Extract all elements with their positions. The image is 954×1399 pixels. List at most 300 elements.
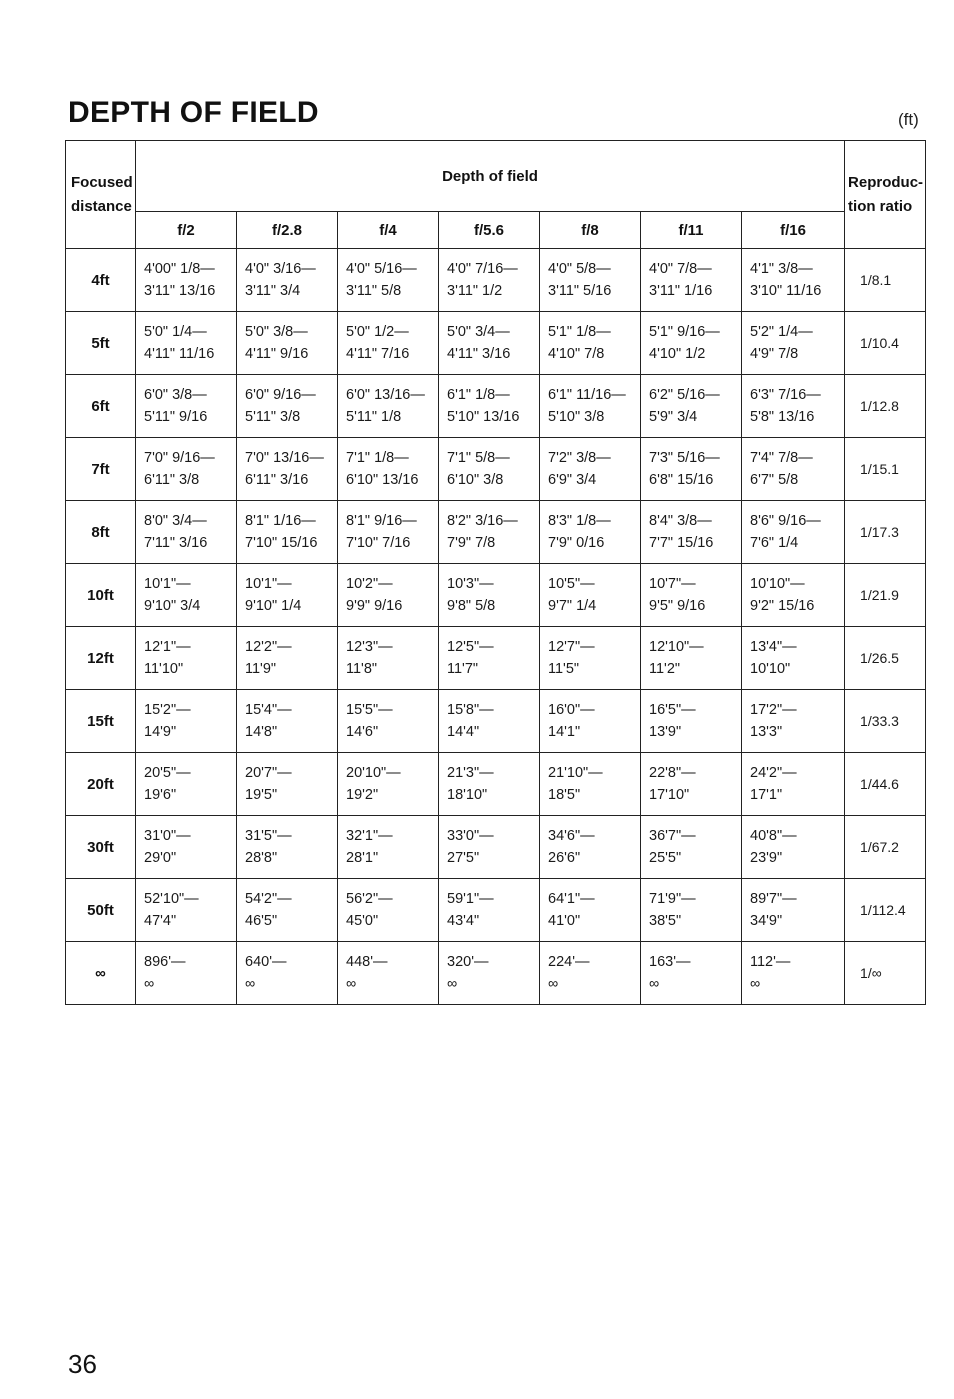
far-limit: 10'1"— (144, 576, 191, 592)
table-row (66, 249, 926, 312)
far-limit: 10'10"— (750, 576, 805, 592)
far-limit: 6'3" 7/16— (750, 387, 821, 403)
far-limit: 224'— (548, 954, 590, 970)
far-limit: 32'1"— (346, 828, 393, 844)
aperture-header-row (66, 212, 926, 249)
depth-of-field-header: Depth of field (136, 141, 845, 212)
far-limit: 10'1"— (245, 576, 292, 592)
repro-header-line1: Reproduc- (848, 173, 924, 191)
dof-range-cell (742, 942, 845, 1005)
dof-range-cell (136, 942, 237, 1005)
dof-range-cell (641, 753, 742, 816)
table-row (66, 501, 926, 564)
far-limit: 31'5"— (245, 828, 292, 844)
far-limit: 16'0"— (548, 702, 595, 718)
focused-header-line2: distance (71, 197, 132, 215)
dof-range-cell (136, 375, 237, 438)
far-limit: 8'2" 3/16— (447, 513, 518, 529)
dof-range-cell (540, 942, 641, 1005)
focused-distance-cell: 12ft (66, 627, 136, 690)
far-limit: 21'3"— (447, 765, 494, 781)
dof-range-cell (439, 690, 540, 753)
far-limit: 20'10"— (346, 765, 401, 781)
dof-range-cell (439, 753, 540, 816)
aperture-header: f/8 (540, 212, 641, 249)
near-limit: 19'6" (144, 787, 177, 803)
dof-range-cell (641, 690, 742, 753)
far-limit: 20'5"— (144, 765, 191, 781)
near-limit: 14'6" (346, 724, 379, 740)
depth-of-field-table (65, 140, 926, 1005)
dof-range-cell (136, 879, 237, 942)
dof-range-cell (338, 753, 439, 816)
near-limit: 6'7" 5/8 (750, 472, 799, 488)
reproduction-ratio-cell: 1/10.4 (845, 312, 926, 375)
near-limit: 4'9" 7/8 (750, 346, 799, 362)
near-limit: 9'8" 5/8 (447, 598, 496, 614)
near-limit: 3'11" 1/2 (447, 283, 503, 299)
focused-distance-header (66, 141, 136, 249)
far-limit: 13'4"— (750, 639, 797, 655)
near-limit: 14'1" (548, 724, 581, 740)
dof-range-cell (237, 942, 338, 1005)
near-limit: 5'9" 3/4 (649, 409, 698, 425)
dof-range-cell (237, 249, 338, 312)
far-limit: 5'1" 9/16— (649, 324, 720, 340)
near-limit: 17'1" (750, 787, 783, 803)
dof-range-cell (237, 564, 338, 627)
dof-range-cell (641, 438, 742, 501)
dof-range-cell (338, 879, 439, 942)
far-limit: 71'9"— (649, 891, 696, 907)
far-limit: 7'1" 1/8— (346, 450, 409, 466)
far-limit: 5'0" 3/8— (245, 324, 308, 340)
reproduction-ratio-cell: 1/∞ (845, 942, 926, 1005)
near-limit: 18'10" (447, 787, 488, 803)
near-limit: 38'5" (649, 913, 682, 929)
focused-distance-cell: 5ft (66, 312, 136, 375)
far-limit: 8'0" 3/4— (144, 513, 207, 529)
dof-range-cell (742, 501, 845, 564)
dof-range-cell (540, 249, 641, 312)
near-limit: 47'4" (144, 913, 177, 929)
reproduction-ratio-cell: 1/67.2 (845, 816, 926, 879)
dof-range-cell (641, 627, 742, 690)
far-limit: 4'0" 7/16— (447, 261, 518, 277)
dof-range-cell (641, 249, 742, 312)
near-limit: 23'9" (750, 850, 783, 866)
dof-range-cell (338, 438, 439, 501)
aperture-header: f/2 (136, 212, 237, 249)
far-limit: 7'1" 5/8— (447, 450, 510, 466)
far-limit: 15'4"— (245, 702, 292, 718)
far-limit: 16'5"— (649, 702, 696, 718)
dof-range-cell (742, 312, 845, 375)
dof-range-cell (742, 816, 845, 879)
dof-range-cell (136, 627, 237, 690)
repro-header-line2: tion ratio (848, 197, 913, 215)
dof-range-cell (439, 312, 540, 375)
far-limit: 6'0" 9/16— (245, 387, 316, 403)
aperture-header: f/5.6 (439, 212, 540, 249)
near-limit: 9'9" 9/16 (346, 598, 403, 614)
far-limit: 896'— (144, 954, 186, 970)
near-limit: 46'5" (245, 913, 278, 929)
near-limit: ∞ (447, 976, 458, 992)
near-limit: 11'5" (548, 661, 580, 677)
near-limit: 34'9" (750, 913, 783, 929)
aperture-header: f/16 (742, 212, 845, 249)
reproduction-ratio-header (845, 141, 926, 249)
near-limit: 3'11" 5/16 (548, 283, 612, 299)
dof-range-cell (742, 438, 845, 501)
dof-range-cell (641, 312, 742, 375)
far-limit: 56'2"— (346, 891, 393, 907)
reproduction-ratio-cell: 1/33.3 (845, 690, 926, 753)
far-limit: 8'3" 1/8— (548, 513, 611, 529)
far-limit: 6'1" 1/8— (447, 387, 510, 403)
near-limit: 14'9" (144, 724, 177, 740)
dof-range-cell (641, 942, 742, 1005)
near-limit: 6'10" 13/16 (346, 472, 419, 488)
focused-header-line1: Focused (71, 173, 133, 191)
near-limit: 5'11" 1/8 (346, 409, 402, 425)
far-limit: 4'0" 5/8— (548, 261, 611, 277)
table-row (66, 438, 926, 501)
near-limit: 5'10" 3/8 (548, 409, 605, 425)
far-limit: 33'0"— (447, 828, 494, 844)
near-limit: 7'9" 7/8 (447, 535, 496, 551)
far-limit: 8'1" 1/16— (245, 513, 316, 529)
near-limit: ∞ (245, 976, 256, 992)
far-limit: 7'4" 7/8— (750, 450, 813, 466)
near-limit: ∞ (346, 976, 357, 992)
far-limit: 7'2" 3/8— (548, 450, 611, 466)
table-row (66, 627, 926, 690)
table-row (66, 753, 926, 816)
table-row (66, 816, 926, 879)
dof-range-cell (237, 816, 338, 879)
near-limit: 6'8" 15/16 (649, 472, 714, 488)
near-limit: 11'10" (144, 661, 184, 677)
near-limit: 11'2" (649, 661, 681, 677)
far-limit: 64'1"— (548, 891, 595, 907)
unit-label: (ft) (898, 110, 919, 129)
far-limit: 20'7"— (245, 765, 292, 781)
far-limit: 22'8"— (649, 765, 696, 781)
dof-range-cell (338, 501, 439, 564)
dof-range-cell (540, 564, 641, 627)
far-limit: 7'0" 13/16— (245, 450, 324, 466)
dof-range-cell (237, 627, 338, 690)
near-limit: 9'7" 1/4 (548, 598, 597, 614)
far-limit: 112'— (750, 954, 791, 970)
near-limit: 43'4" (447, 913, 480, 929)
focused-distance-cell: 6ft (66, 375, 136, 438)
dof-range-cell (540, 753, 641, 816)
dof-range-cell (540, 627, 641, 690)
focused-distance-cell: ∞ (66, 942, 136, 1005)
near-limit: 4'11" 7/16 (346, 346, 410, 362)
dof-range-cell (338, 690, 439, 753)
far-limit: 15'5"— (346, 702, 393, 718)
far-limit: 5'2" 1/4— (750, 324, 813, 340)
dof-range-cell (439, 249, 540, 312)
far-limit: 40'8"— (750, 828, 797, 844)
far-limit: 52'10"— (144, 891, 199, 907)
far-limit: 10'7"— (649, 576, 696, 592)
page-number: 36 (68, 1349, 97, 1379)
near-limit: 4'11" 11/16 (144, 346, 215, 362)
dof-range-cell (439, 564, 540, 627)
aperture-header: f/2.8 (237, 212, 338, 249)
near-limit: ∞ (548, 976, 559, 992)
far-limit: 10'5"— (548, 576, 595, 592)
near-limit: 14'4" (447, 724, 480, 740)
dof-range-cell (338, 249, 439, 312)
far-limit: 24'2"— (750, 765, 797, 781)
near-limit: 11'8" (346, 661, 378, 677)
reproduction-ratio-cell: 1/112.4 (845, 879, 926, 942)
dof-range-cell (338, 627, 439, 690)
far-limit: 54'2"— (245, 891, 292, 907)
near-limit: 7'10" 7/16 (346, 535, 411, 551)
dof-range-cell (641, 501, 742, 564)
far-limit: 8'6" 9/16— (750, 513, 821, 529)
near-limit: 3'11" 5/8 (346, 283, 402, 299)
dof-range-cell (742, 879, 845, 942)
focused-distance-cell: 50ft (66, 879, 136, 942)
dof-range-cell (136, 753, 237, 816)
dof-range-cell (742, 627, 845, 690)
far-limit: 10'3"— (447, 576, 494, 592)
near-limit: 27'5" (447, 850, 480, 866)
far-limit: 5'1" 1/8— (548, 324, 611, 340)
far-limit: 5'0" 1/2— (346, 324, 409, 340)
near-limit: 18'5" (548, 787, 581, 803)
near-limit: 26'6" (548, 850, 581, 866)
dof-range-cell (742, 249, 845, 312)
near-limit: 19'5" (245, 787, 278, 803)
dof-range-cell (136, 438, 237, 501)
far-limit: 163'— (649, 954, 691, 970)
reproduction-ratio-cell: 1/12.8 (845, 375, 926, 438)
near-limit: 4'11" 3/16 (447, 346, 511, 362)
dof-range-cell (439, 942, 540, 1005)
near-limit: ∞ (144, 976, 155, 992)
far-limit: 6'0" 3/8— (144, 387, 207, 403)
dof-range-cell (439, 438, 540, 501)
far-limit: 640'— (245, 954, 287, 970)
near-limit: 6'9" 3/4 (548, 472, 597, 488)
dof-range-cell (439, 375, 540, 438)
dof-range-cell (439, 501, 540, 564)
near-limit: 3'11" 3/4 (245, 283, 301, 299)
table-row (66, 564, 926, 627)
dof-range-cell (237, 375, 338, 438)
far-limit: 4'0" 7/8— (649, 261, 712, 277)
near-limit: ∞ (750, 976, 761, 992)
dof-range-cell (136, 501, 237, 564)
dof-range-cell (439, 816, 540, 879)
dof-range-cell (439, 627, 540, 690)
focused-distance-cell: 7ft (66, 438, 136, 501)
dof-range-cell (742, 375, 845, 438)
far-limit: 12'1"— (144, 639, 191, 655)
far-limit: 6'2" 5/16— (649, 387, 720, 403)
far-limit: 8'1" 9/16— (346, 513, 417, 529)
far-limit: 6'0" 13/16— (346, 387, 425, 403)
dof-range-cell (742, 753, 845, 816)
near-limit: 6'11" 3/16 (245, 472, 309, 488)
header-row-top (66, 141, 926, 212)
reproduction-ratio-cell: 1/26.5 (845, 627, 926, 690)
far-limit: 34'6"— (548, 828, 595, 844)
near-limit: 28'8" (245, 850, 278, 866)
focused-distance-cell: 30ft (66, 816, 136, 879)
near-limit: 17'10" (649, 787, 690, 803)
reproduction-ratio-cell: 1/21.9 (845, 564, 926, 627)
near-limit: 3'11" 13/16 (144, 283, 216, 299)
aperture-header: f/11 (641, 212, 742, 249)
dof-range-cell (136, 690, 237, 753)
far-limit: 7'3" 5/16— (649, 450, 720, 466)
dof-range-cell (136, 249, 237, 312)
focused-distance-cell: 4ft (66, 249, 136, 312)
near-limit: 7'10" 15/16 (245, 535, 318, 551)
near-limit: 5'10" 13/16 (447, 409, 520, 425)
near-limit: 28'1" (346, 850, 379, 866)
far-limit: 15'8"— (447, 702, 494, 718)
dof-range-cell (237, 753, 338, 816)
near-limit: 5'11" 3/8 (245, 409, 301, 425)
far-limit: 89'7"— (750, 891, 797, 907)
far-limit: 7'0" 9/16— (144, 450, 215, 466)
near-limit: 7'11" 3/16 (144, 535, 208, 551)
dof-range-cell (641, 564, 742, 627)
far-limit: 59'1"— (447, 891, 494, 907)
far-limit: 12'3"— (346, 639, 393, 655)
near-limit: 9'2" 15/16 (750, 598, 815, 614)
far-limit: 12'7"— (548, 639, 595, 655)
near-limit: ∞ (649, 976, 660, 992)
near-limit: 7'7" 15/16 (649, 535, 714, 551)
dof-range-cell (641, 375, 742, 438)
dof-range-cell (338, 564, 439, 627)
near-limit: 41'0" (548, 913, 581, 929)
dof-range-cell (641, 879, 742, 942)
near-limit: 13'9" (649, 724, 682, 740)
dof-range-cell (540, 312, 641, 375)
far-limit: 12'5"— (447, 639, 494, 655)
reproduction-ratio-cell: 1/17.3 (845, 501, 926, 564)
far-limit: 17'2"— (750, 702, 797, 718)
dof-range-cell (338, 375, 439, 438)
table-body (66, 249, 926, 1005)
far-limit: 4'1" 3/8— (750, 261, 813, 277)
dof-range-cell (338, 312, 439, 375)
near-limit: 5'11" 9/16 (144, 409, 208, 425)
near-limit: 45'0" (346, 913, 379, 929)
near-limit: 11'7" (447, 661, 479, 677)
aperture-header: f/4 (338, 212, 439, 249)
dof-range-cell (136, 816, 237, 879)
far-limit: 31'0"— (144, 828, 191, 844)
near-limit: 25'5" (649, 850, 682, 866)
dof-range-cell (136, 564, 237, 627)
table-row (66, 312, 926, 375)
near-limit: 4'10" 1/2 (649, 346, 706, 362)
dof-range-cell (540, 375, 641, 438)
near-limit: 13'3" (750, 724, 783, 740)
dof-range-cell (237, 879, 338, 942)
near-limit: 19'2" (346, 787, 379, 803)
page-title: DEPTH OF FIELD (68, 96, 319, 129)
table-row (66, 942, 926, 1005)
near-limit: 3'10" 11/16 (750, 283, 822, 299)
near-limit: 9'5" 9/16 (649, 598, 706, 614)
near-limit: 9'10" 3/4 (144, 598, 201, 614)
far-limit: 8'4" 3/8— (649, 513, 712, 529)
dof-range-cell (742, 690, 845, 753)
reproduction-ratio-cell: 1/44.6 (845, 753, 926, 816)
dof-range-cell (641, 816, 742, 879)
far-limit: 5'0" 1/4— (144, 324, 207, 340)
far-limit: 6'1" 11/16— (548, 387, 626, 403)
far-limit: 4'00" 1/8— (144, 261, 215, 277)
dof-range-cell (439, 879, 540, 942)
far-limit: 4'0" 5/16— (346, 261, 417, 277)
dof-range-cell (540, 816, 641, 879)
far-limit: 448'— (346, 954, 388, 970)
table-row (66, 375, 926, 438)
dof-range-cell (237, 312, 338, 375)
near-limit: 5'8" 13/16 (750, 409, 815, 425)
far-limit: 12'2"— (245, 639, 292, 655)
far-limit: 15'2"— (144, 702, 191, 718)
near-limit: 7'6" 1/4 (750, 535, 799, 551)
dof-range-cell (742, 564, 845, 627)
near-limit: 3'11" 1/16 (649, 283, 713, 299)
near-limit: 6'11" 3/8 (144, 472, 200, 488)
reproduction-ratio-cell: 1/8.1 (845, 249, 926, 312)
focused-distance-cell: 8ft (66, 501, 136, 564)
near-limit: 9'10" 1/4 (245, 598, 302, 614)
dof-range-cell (540, 438, 641, 501)
dof-range-cell (237, 438, 338, 501)
far-limit: 320'— (447, 954, 489, 970)
focused-distance-cell: 15ft (66, 690, 136, 753)
far-limit: 10'2"— (346, 576, 393, 592)
far-limit: 4'0" 3/16— (245, 261, 316, 277)
dof-range-cell (237, 501, 338, 564)
near-limit: 10'10" (750, 661, 791, 677)
near-limit: 11'9" (245, 661, 277, 677)
dof-range-cell (237, 690, 338, 753)
near-limit: 29'0" (144, 850, 177, 866)
near-limit: 7'9" 0/16 (548, 535, 605, 551)
table-row (66, 879, 926, 942)
focused-distance-cell: 20ft (66, 753, 136, 816)
near-limit: 4'10" 7/8 (548, 346, 605, 362)
dof-range-cell (136, 312, 237, 375)
far-limit: 36'7"— (649, 828, 696, 844)
dof-range-cell (540, 690, 641, 753)
far-limit: 5'0" 3/4— (447, 324, 510, 340)
dof-range-cell (540, 501, 641, 564)
table-row (66, 690, 926, 753)
focused-distance-cell: 10ft (66, 564, 136, 627)
